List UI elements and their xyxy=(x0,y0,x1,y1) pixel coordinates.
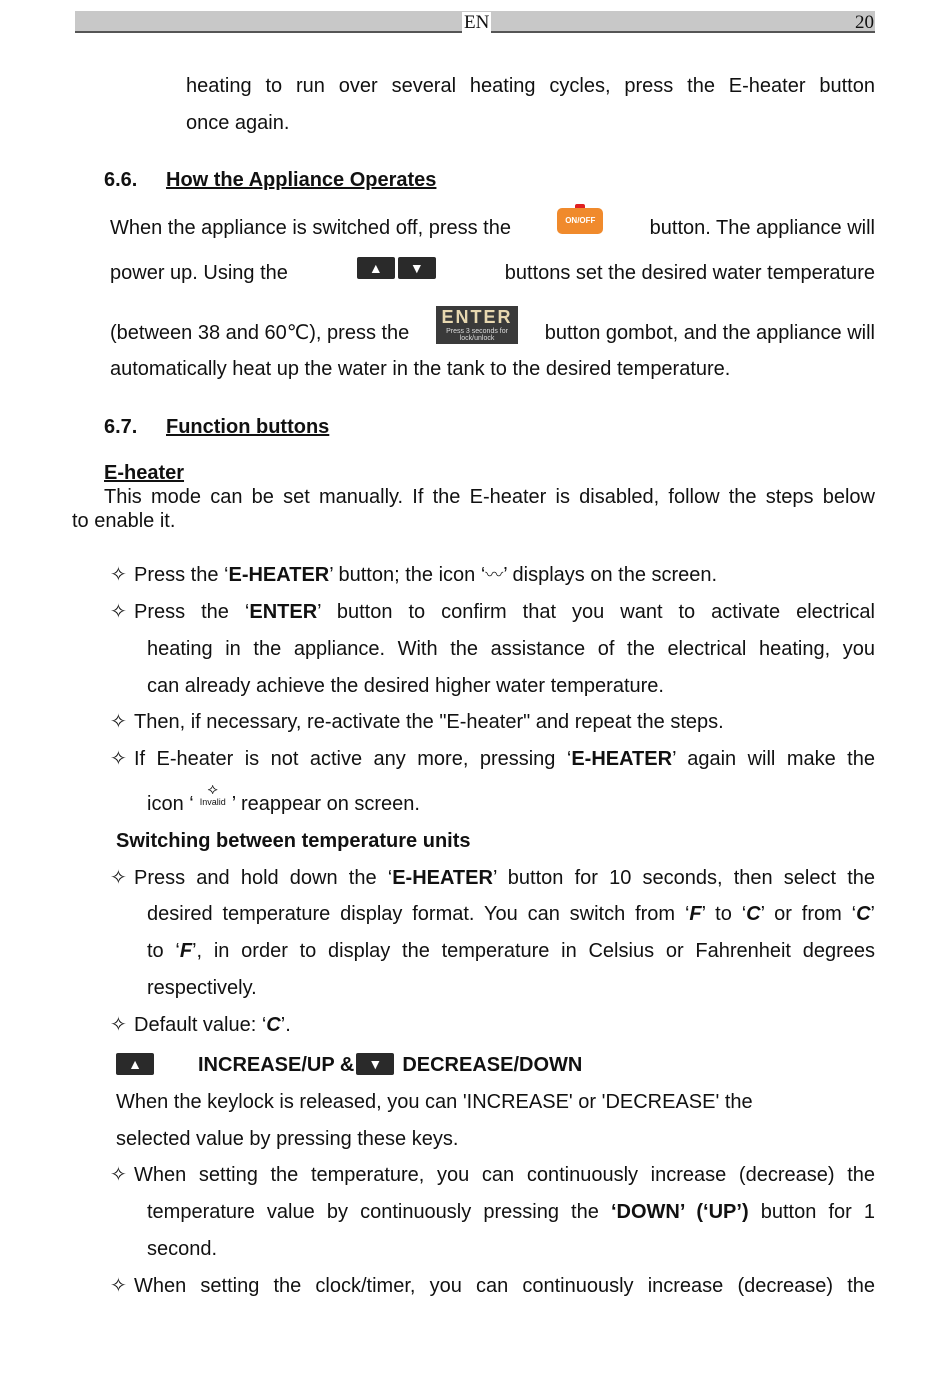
operate-text: button gombot, and the appliance will xyxy=(544,321,875,344)
text: icon ‘ xyxy=(147,793,194,815)
text: to ‘ xyxy=(147,940,180,962)
heater-wave-icon: 〰 xyxy=(485,565,504,586)
diamond-star-icon: ✧ xyxy=(110,748,127,770)
intro-line-2: once again. xyxy=(186,112,290,134)
text: ’ button; the icon ‘ xyxy=(329,564,486,586)
section-number: 6.6. xyxy=(104,169,138,191)
arrow-buttons xyxy=(357,259,436,285)
operate-text: power up. Using the xyxy=(110,262,288,284)
text: Press the ‘ xyxy=(134,564,229,586)
unit-f: F xyxy=(179,940,193,962)
operate-line-1 xyxy=(110,210,875,247)
list-item-continuation xyxy=(147,780,420,823)
diamond-star-icon: ✧ xyxy=(110,1014,127,1036)
operate-text: When the appliance is switched off, press the xyxy=(110,217,511,239)
units-subtitle: Switching between temperature units xyxy=(116,830,471,852)
text: Press and hold down the ‘ xyxy=(134,867,393,889)
operate-line-2 xyxy=(110,255,875,292)
text: Then, if necessary, re-activate the "E-heater" and repeat the steps. xyxy=(134,711,724,733)
list-item-continuation: can already achieve the desired higher water temperature. xyxy=(147,675,664,697)
key-name: ENTER xyxy=(249,601,318,623)
text: button for 1 xyxy=(760,1201,876,1223)
down-arrow-icon: ▼ xyxy=(356,1053,394,1075)
unit-c: C xyxy=(266,1014,281,1036)
text: ’, in order to display the temperature in Celsius or Fahrenheit degrees xyxy=(192,940,875,962)
eheater-subtitle-text: E-heater xyxy=(104,462,185,484)
text: When setting the clock/timer, you can continuously increase (decrease) the xyxy=(134,1275,875,1297)
key-name: E-HEATER xyxy=(228,564,330,586)
text: ’ button to confirm that you want to activate electrical xyxy=(317,601,876,623)
list-item-continuation xyxy=(147,896,875,933)
operate-text: (between 38 and 60℃), press the xyxy=(110,321,410,344)
text: ’ or from ‘ xyxy=(760,903,857,925)
diamond-star-icon: ✧ xyxy=(110,867,127,889)
unit-f: F xyxy=(689,903,702,925)
operate-line-3 xyxy=(110,307,875,352)
operate-text: buttons set the desired water temperature xyxy=(504,262,875,284)
key-name: E-HEATER xyxy=(392,867,493,889)
enter-hint: Press 3 seconds for lock/unlock xyxy=(446,328,508,342)
diamond-star-icon: ✧ xyxy=(110,1275,127,1297)
diamond-star-icon: ✧ xyxy=(110,1164,127,1186)
updown-title-b: DECREASE/DOWN xyxy=(402,1054,583,1076)
text: temperature value by continuously pressing the xyxy=(147,1201,599,1223)
eheater-desc-1: This mode can be set manually. If the E-heater is disabled, follow the steps below xyxy=(104,486,875,508)
section-title: How the Appliance Operates xyxy=(166,169,437,191)
updown-title-a: INCREASE/UP & xyxy=(198,1054,355,1076)
text: desired temperature display format. You can switch from ‘ xyxy=(147,903,690,925)
section-6-6-heading xyxy=(104,162,436,199)
section-number: 6.7. xyxy=(104,416,138,438)
text: ’ again will make the xyxy=(672,748,875,770)
list-item-continuation xyxy=(147,1194,875,1231)
list-item xyxy=(110,704,724,741)
up-arrow-icon: ▲ xyxy=(357,257,395,279)
list-item xyxy=(110,594,875,631)
list-item xyxy=(110,1007,291,1044)
list-item-continuation: second. xyxy=(147,1238,218,1260)
text: If E-heater is not active any more, pressing ‘ xyxy=(134,748,572,770)
updown-desc-2: selected value by pressing these keys. xyxy=(116,1128,459,1150)
updown-desc-1: When the keylock is released, you can 'INCREASE' or 'DECREASE' the xyxy=(116,1091,753,1113)
eheater-desc-2: to enable it. xyxy=(72,510,176,532)
list-item-continuation: heating in the appliance. With the assistance of the electrical heating, you xyxy=(147,638,875,660)
down-arrow-icon: ▼ xyxy=(398,257,436,279)
text: ’ to ‘ xyxy=(701,903,747,925)
enter-label: ENTER xyxy=(441,307,513,327)
unit-c: C xyxy=(746,903,761,925)
invalid-label: Invalid xyxy=(199,796,226,807)
key-name: ‘DOWN’ (‘UP’) xyxy=(610,1201,749,1223)
key-name: E-HEATER xyxy=(571,748,673,770)
list-item xyxy=(110,860,875,897)
list-item xyxy=(110,1268,875,1305)
text: ’ displays on the screen. xyxy=(503,564,718,586)
text: Default value: ‘ xyxy=(134,1014,267,1036)
operate-line-4: automatically heat up the water in the tank to the desired temperature. xyxy=(110,358,731,380)
section-6-7-heading xyxy=(104,409,329,446)
diamond-star-icon: ✧ xyxy=(110,601,127,623)
enter-button-icon xyxy=(436,306,518,344)
text: ’ reappear on screen. xyxy=(231,793,420,815)
up-arrow-icon: ▲ xyxy=(116,1053,154,1075)
section-title: Function buttons xyxy=(166,416,330,438)
text: Press the ‘ xyxy=(134,601,250,623)
intro-line-1: heating to run over several heating cycles, press the E-heater button xyxy=(186,75,875,97)
text: ’ button for 10 seconds, then select the xyxy=(492,867,875,889)
diamond-star-icon: ✧ xyxy=(110,711,127,733)
page-number: 20 xyxy=(855,12,874,33)
list-item xyxy=(110,741,875,778)
list-item xyxy=(110,1157,875,1194)
text: ’. xyxy=(280,1014,291,1036)
list-item-continuation xyxy=(147,933,875,970)
invalid-icon: ⟡ Invalid xyxy=(199,780,226,807)
operate-text: button. The appliance will xyxy=(649,217,875,239)
list-item xyxy=(110,557,717,594)
text: When setting the temperature, you can continuously increase (decrease) the xyxy=(134,1164,875,1186)
updown-heading xyxy=(116,1047,582,1084)
unit-c: C xyxy=(856,903,871,925)
list-item-continuation: respectively. xyxy=(147,977,257,999)
text: ’ xyxy=(870,903,875,925)
diamond-star-icon: ✧ xyxy=(110,564,127,586)
onoff-button-icon: ON/OFF xyxy=(557,208,603,234)
header-language: EN xyxy=(464,12,490,33)
